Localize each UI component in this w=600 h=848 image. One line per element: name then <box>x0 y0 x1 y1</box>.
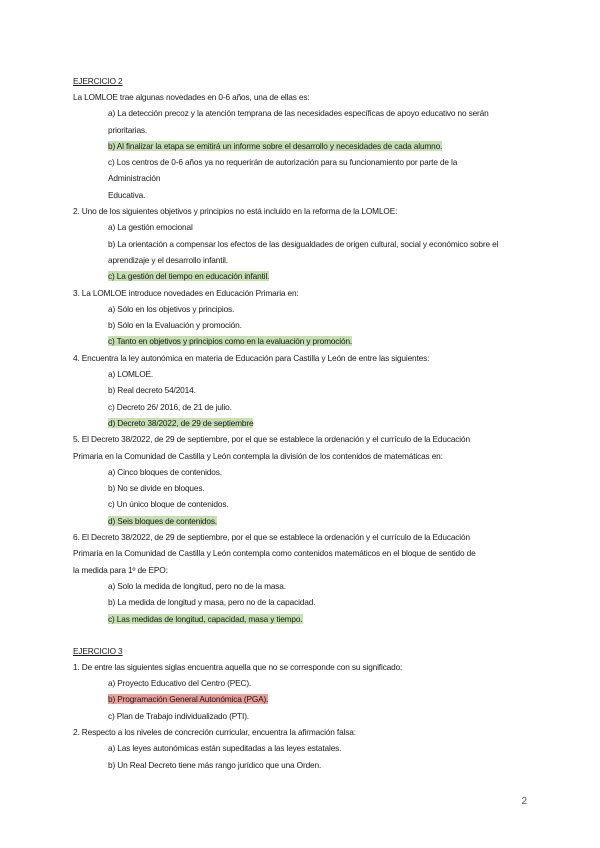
answer-option <box>73 415 523 431</box>
document-body <box>73 73 523 773</box>
section-ejercicio-3 <box>73 659 523 773</box>
answer-text: b) Real decreto 54/2014. <box>108 385 196 396</box>
section-title-ejercicio-2: EJERCICIO 2 <box>73 76 123 86</box>
answer-text: a) La detección precoz y la atención temprana de las necesidades específicas de apoyo educativo no serán <box>108 108 489 119</box>
question-text: 3. La LOMLOE introduce novedades en Educación Primaria en: <box>73 287 299 298</box>
answer-option <box>73 757 523 773</box>
highlighted-answer-text: b) Al finalizar la etapa se emitirá un informe sobre el desarrollo y necesidades de cada alumno. <box>108 140 443 151</box>
answer-option <box>73 252 523 268</box>
question-text: Primaria en la Comunidad de Castilla y León contempla la división de los contenidos de matemáticas en: <box>73 450 443 461</box>
answer-text: b) Un Real Decreto tiene más rango jurídico que una Orden. <box>108 759 322 770</box>
question-text: 4. Encuentra la ley autonómica en materia de Educación para Castilla y León de entre las siguientes: <box>73 352 430 363</box>
highlighted-answer-text: b) Programación General Autonómica (PGA). <box>108 694 269 705</box>
answer-text: a) La gestión emocional <box>108 222 193 233</box>
question <box>73 350 523 431</box>
answer-option <box>73 496 523 512</box>
question <box>73 89 523 203</box>
question-text: 2. Respecto a los niveles de concreción curricular, encuentra la afirmación falsa: <box>73 726 356 737</box>
question-text: 5. El Decreto 38/2022, de 29 de septiembre, por el que se establece la ordenación y el currículo de la Educación <box>73 434 470 445</box>
highlighted-answer-text: c) Las medidas de longitud, capacidad, masa y tiempo. <box>108 613 303 624</box>
answer-option <box>73 301 523 317</box>
answer-text: a) Solo la medida de longitud, pero no de la masa. <box>108 580 286 591</box>
answer-option <box>73 236 523 252</box>
answer-text: a) Cinco bloques de contenidos. <box>108 466 222 477</box>
answer-option <box>73 170 523 186</box>
highlighted-answer-text: c) Tanto en objetivos y principios como en la evaluación y promoción. <box>108 336 353 347</box>
answer-text: c) Decreto 26/ 2016, de 21 de julio. <box>108 401 232 412</box>
answer-option <box>73 154 523 170</box>
answer-text: a) Proyecto Educativo del Centro (PEC). <box>108 678 252 689</box>
answer-text: c) Los centros de 0-6 años ya no requerirán de autorización para su funcionamiento por parte de la <box>108 157 458 168</box>
answer-text: c) Un único bloque de contenidos. <box>108 499 229 510</box>
question-text: la medida para 1º de EPO: <box>73 564 168 575</box>
highlighted-answer-text: c) La gestión del tiempo en educación infantil. <box>108 271 270 282</box>
question-text: 6. El Decreto 38/2022, de 29 de septiembre, por el que se establece la ordenación y el currículo de la Educación <box>73 532 470 543</box>
highlighted-answer-text: d) Seis bloques de contenidos. <box>108 515 217 526</box>
question <box>73 203 523 284</box>
answer-option <box>73 105 523 121</box>
question-text: 2. Uno de los siguientes objetivos y principios no está incluido en la reforma de la LOMLOE: <box>73 206 398 217</box>
answer-text: prioritarias. <box>108 124 148 135</box>
question <box>73 659 523 724</box>
answer-text: a) Las leyes autonómicas están supeditadas a las leyes estatales. <box>108 743 342 754</box>
answer-text: b) La orientación a compensar los efectos de las desigualdades de origen cultural, social y económico sobre el <box>108 238 499 249</box>
answer-option <box>73 138 523 154</box>
question <box>73 431 523 529</box>
answer-text: b) Sólo en la Evaluación y promoción. <box>108 320 242 331</box>
answer-option <box>73 399 523 415</box>
answer-option <box>73 708 523 724</box>
answer-option <box>73 187 523 203</box>
question <box>73 529 523 627</box>
answer-option <box>73 268 523 284</box>
question-text: Primaria en la Comunidad de Castilla y León contempla como contenidos matemáticos en el bloque de sentido de <box>73 548 476 559</box>
answer-option <box>73 611 523 627</box>
question-text: La LOMLOE trae algunas novedades en 0-6 años, una de ellas es: <box>73 92 310 102</box>
answer-option <box>73 480 523 496</box>
answer-option <box>73 691 523 707</box>
section-ejercicio-2 <box>73 89 523 627</box>
question <box>73 285 523 350</box>
answer-option <box>73 513 523 529</box>
answer-option <box>73 594 523 610</box>
answer-text: b) La medida de longitud y masa, pero no de la capacidad. <box>108 597 316 608</box>
answer-option <box>73 317 523 333</box>
answer-option <box>73 333 523 349</box>
section-title-ejercicio-3: EJERCICIO 3 <box>73 645 123 656</box>
page-number: 2 <box>521 796 527 807</box>
answer-option <box>73 219 523 235</box>
answer-option <box>73 675 523 691</box>
answer-text: aprendizaje y el desarrollo infantil. <box>108 254 228 265</box>
highlighted-answer-text: d) Decreto 38/2022, de 29 de septiembre <box>108 417 254 428</box>
answer-option <box>73 382 523 398</box>
answer-text: Educativa. <box>108 189 146 200</box>
answer-option <box>73 366 523 382</box>
question-text: 1. De entre las siguientes siglas encuentra aquella que no se corresponde con su significado: <box>73 661 403 672</box>
answer-text: Administración <box>108 173 161 184</box>
answer-text: a) LOMLOE. <box>108 369 154 380</box>
answer-option <box>73 740 523 756</box>
answer-text: c) Plan de Trabajo individualizado (PTI). <box>108 710 249 721</box>
answer-option <box>73 464 523 480</box>
section-spacer <box>73 627 523 643</box>
answer-option <box>73 578 523 594</box>
answer-option <box>73 122 523 138</box>
answer-text: b) No se divide en bloques. <box>108 483 205 494</box>
question <box>73 724 523 773</box>
answer-text: a) Sólo en los objetivos y principios. <box>108 303 235 314</box>
